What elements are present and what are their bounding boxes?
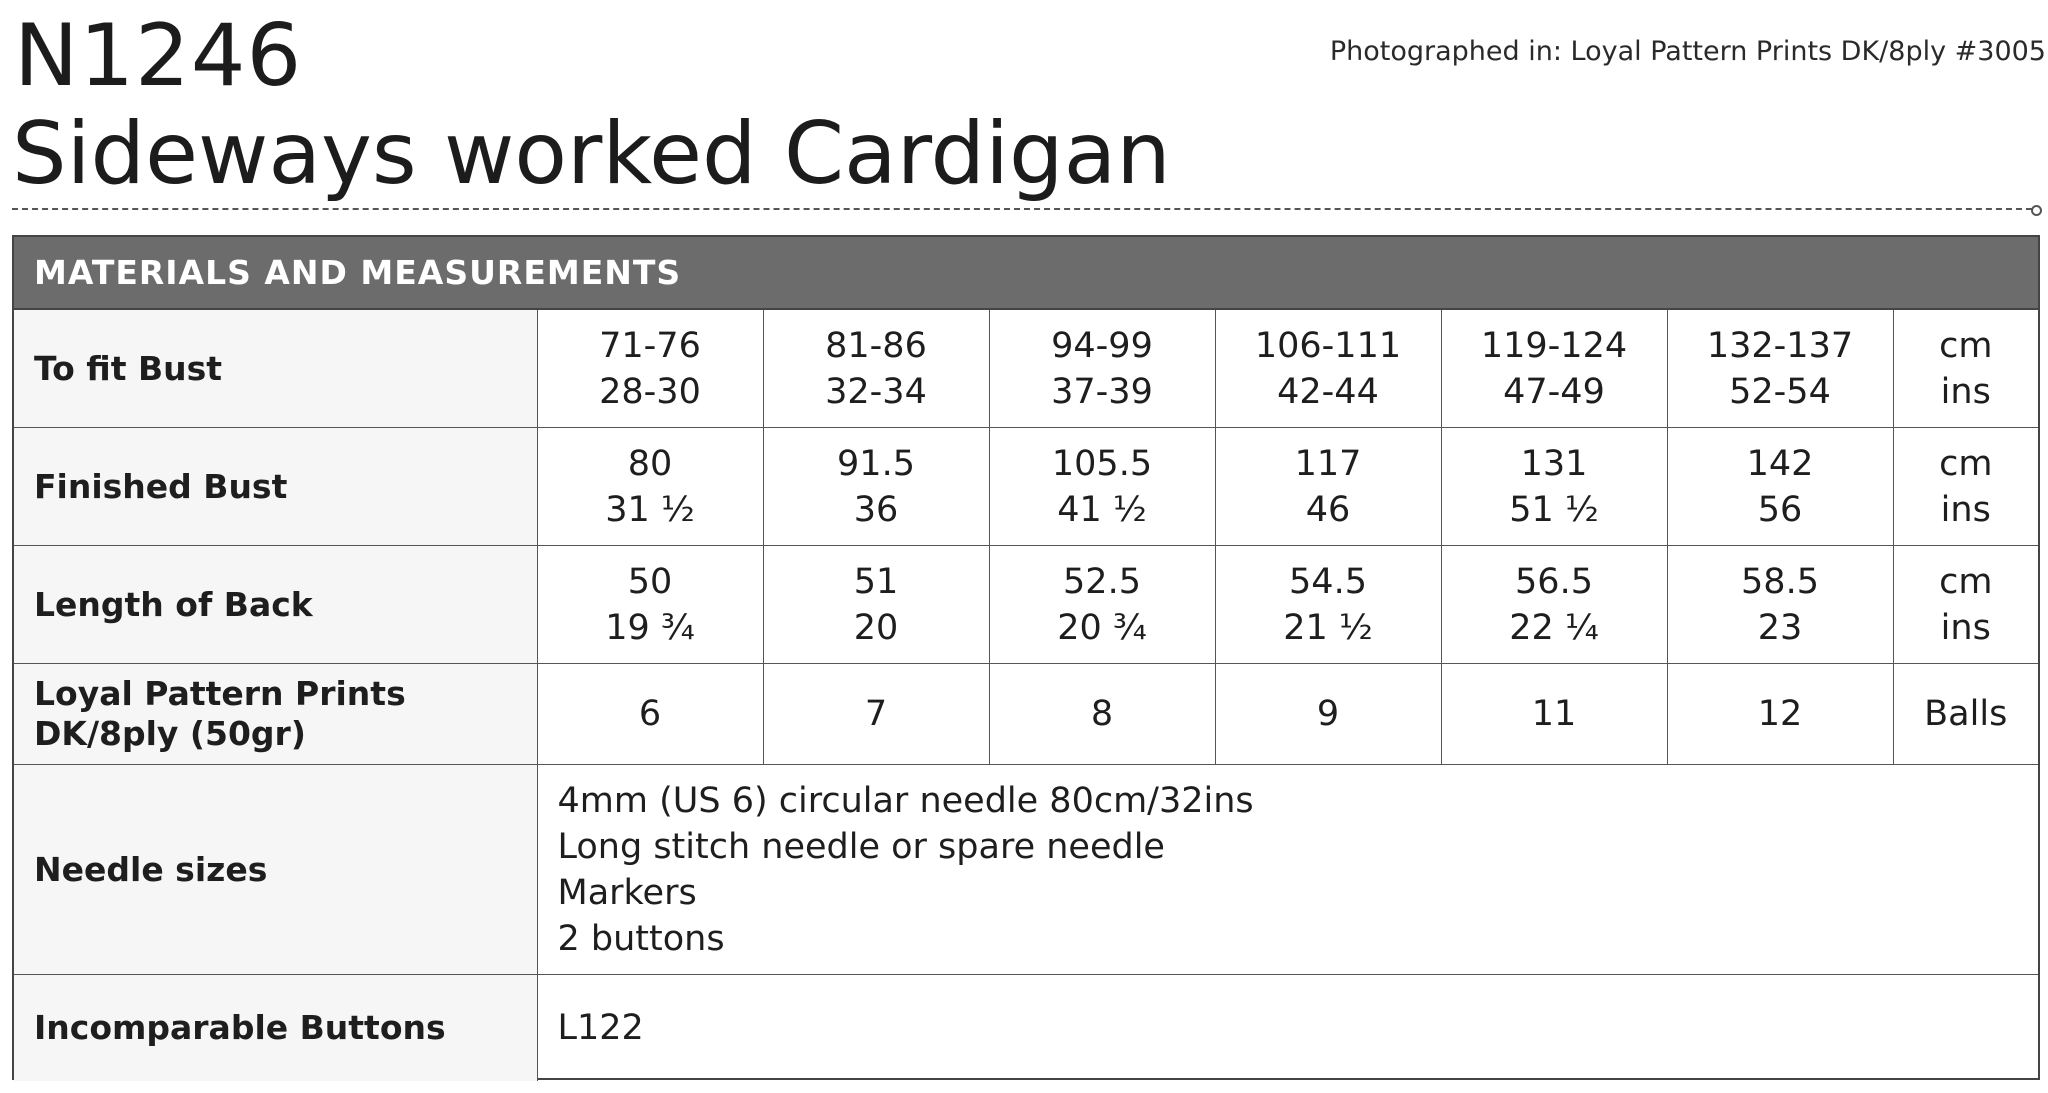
pattern-name: Sideways worked Cardigan <box>12 104 1171 204</box>
measurements-table <box>14 310 2038 1081</box>
needle-item: Markers <box>557 872 697 913</box>
size-cell: 117 46 <box>1215 428 1441 546</box>
needle-item: 2 buttons <box>557 918 725 959</box>
row-buttons <box>14 975 2038 1082</box>
unit-cell: cm ins <box>1893 310 2038 428</box>
row-to-fit-bust <box>14 310 2038 428</box>
button-code: L122 <box>537 975 2038 1082</box>
size-cell: 6 <box>537 664 763 765</box>
size-cell: 119-124 47-49 <box>1441 310 1667 428</box>
photographed-in-note: Photographed in: Loyal Pattern Prints DK/8ply #3005 <box>1329 36 2046 67</box>
materials-panel-header <box>14 237 2038 310</box>
needle-item: Long stitch needle or spare needle <box>557 826 1165 867</box>
row-label: Needle sizes <box>14 765 537 975</box>
pattern-code: N1246 <box>14 6 303 106</box>
size-cell: 12 <box>1667 664 1893 765</box>
size-cell: 11 <box>1441 664 1667 765</box>
row-label: Finished Bust <box>14 428 537 546</box>
unit-cell: Balls <box>1893 664 2038 765</box>
size-cell: 50 19 ¾ <box>537 546 763 664</box>
size-cell: 106-111 42-44 <box>1215 310 1441 428</box>
row-label: Loyal Pattern Prints DK/8ply (50gr) <box>14 664 537 765</box>
unit-cell: cm ins <box>1893 428 2038 546</box>
size-cell: 51 20 <box>763 546 989 664</box>
size-cell: 132-137 52-54 <box>1667 310 1893 428</box>
divider-end-dot <box>2031 205 2042 216</box>
row-label: Incomparable Buttons <box>14 975 537 1082</box>
size-cell: 9 <box>1215 664 1441 765</box>
row-needle-sizes <box>14 765 2038 975</box>
row-yarn-quantity <box>14 664 2038 765</box>
size-cell: 52.5 20 ¾ <box>989 546 1215 664</box>
size-cell: 105.5 41 ½ <box>989 428 1215 546</box>
size-cell: 58.5 23 <box>1667 546 1893 664</box>
materials-panel <box>12 235 2040 1080</box>
size-cell: 142 56 <box>1667 428 1893 546</box>
size-cell: 7 <box>763 664 989 765</box>
size-cell: 8 <box>989 664 1215 765</box>
size-cell: 91.5 36 <box>763 428 989 546</box>
row-length-of-back <box>14 546 2038 664</box>
size-cell: 71-76 28-30 <box>537 310 763 428</box>
size-cell: 81-86 32-34 <box>763 310 989 428</box>
size-cell: 80 31 ½ <box>537 428 763 546</box>
size-cell: 94-99 37-39 <box>989 310 1215 428</box>
row-label: To fit Bust <box>14 310 537 428</box>
unit-cell: cm ins <box>1893 546 2038 664</box>
size-cell: 56.5 22 ¼ <box>1441 546 1667 664</box>
row-finished-bust <box>14 428 2038 546</box>
dashed-divider <box>12 208 2032 210</box>
size-cell: 131 51 ½ <box>1441 428 1667 546</box>
materials-panel-title: MATERIALS AND MEASUREMENTS <box>34 253 682 292</box>
needle-item: 4mm (US 6) circular needle 80cm/32ins <box>557 780 1254 821</box>
row-label: Length of Back <box>14 546 537 664</box>
needle-list <box>537 765 2038 975</box>
size-cell: 54.5 21 ½ <box>1215 546 1441 664</box>
